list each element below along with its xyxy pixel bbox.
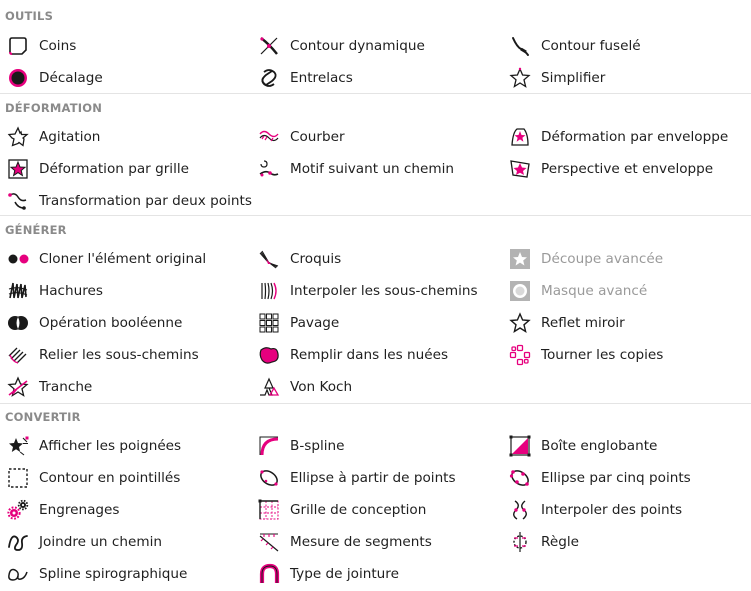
roughen-icon xyxy=(6,125,30,149)
effect-label: Coins xyxy=(39,38,77,54)
slice-icon xyxy=(6,375,30,399)
perspective-envelope-icon xyxy=(508,157,532,181)
effect-item-interpoler-les-sous-chemins[interactable] xyxy=(254,277,494,305)
offset-icon xyxy=(6,66,30,90)
interpolate-subpaths-icon xyxy=(257,279,281,303)
effect-label: Croquis xyxy=(290,251,342,267)
effect-label: Découpe avancée xyxy=(541,251,664,267)
effect-item-motif-suivant-un-chemin[interactable] xyxy=(254,155,494,183)
effect-label: Ellipse par cinq points xyxy=(541,470,691,486)
clone-original-icon xyxy=(6,247,30,271)
effect-label: Masque avancé xyxy=(541,283,648,299)
effect-label: Mesure de segments xyxy=(290,534,432,550)
effect-label: Joindre un chemin xyxy=(39,534,162,550)
effect-label: Engrenages xyxy=(39,502,120,518)
hatches-icon xyxy=(6,279,30,303)
gears-icon xyxy=(6,498,30,522)
section-title: GÉNÉRER xyxy=(5,223,67,237)
effect-item-agitation[interactable] xyxy=(3,123,243,151)
boolean-operation-icon xyxy=(6,311,30,335)
effect-item-mesure-de-segments[interactable] xyxy=(254,528,494,556)
effect-item-operation-booleenne[interactable] xyxy=(3,309,243,337)
dashed-stroke-icon xyxy=(6,466,30,490)
section-title: CONVERTIR xyxy=(5,410,81,424)
section-title: OUTILS xyxy=(5,9,54,23)
effect-label: Hachures xyxy=(39,283,103,299)
ellipse-from-points-icon xyxy=(257,466,281,490)
envelope-deform-icon xyxy=(508,125,532,149)
join-path-icon xyxy=(6,530,30,554)
bspline-icon xyxy=(257,434,281,458)
ruler-icon xyxy=(508,530,532,554)
effect-item-pavage[interactable] xyxy=(254,309,494,337)
advanced-clip-icon xyxy=(508,247,532,271)
ellipse-five-points-icon xyxy=(508,466,532,490)
effect-label: Courber xyxy=(290,129,345,145)
section-header-outils xyxy=(0,9,751,23)
effect-item-engrenages[interactable] xyxy=(3,496,243,524)
interpolate-points-icon xyxy=(508,498,532,522)
effect-item-cloner-l-element-original[interactable] xyxy=(3,245,243,273)
effect-label: Pavage xyxy=(290,315,340,331)
rotate-copies-icon xyxy=(508,343,532,367)
effect-item-coins[interactable] xyxy=(3,32,243,60)
fill-between-icon xyxy=(257,343,281,367)
effect-label: Boîte englobante xyxy=(541,438,658,454)
effect-label: Décalage xyxy=(39,70,103,86)
effect-item-deformation-par-enveloppe[interactable] xyxy=(505,123,745,151)
effect-item-regle[interactable] xyxy=(505,528,745,556)
section-header-deformation xyxy=(0,101,751,115)
effect-label: Perspective et enveloppe xyxy=(541,161,714,177)
effect-item-deformation-par-grille[interactable] xyxy=(3,155,243,183)
effect-item-ellipse-a-partir-de-points[interactable] xyxy=(254,464,494,492)
effect-item-type-de-jointure[interactable] xyxy=(254,560,494,588)
interlace-icon xyxy=(257,66,281,90)
effect-label: Interpoler des points xyxy=(541,502,683,518)
spiro-spline-icon xyxy=(6,562,30,586)
sketch-icon xyxy=(257,247,281,271)
effect-item-afficher-les-poignees[interactable] xyxy=(3,432,243,460)
effect-item-entrelacs[interactable] xyxy=(254,64,494,92)
effect-item-tourner-les-copies[interactable] xyxy=(505,341,745,369)
effect-item-b-spline[interactable] xyxy=(254,432,494,460)
effect-label: Tourner les copies xyxy=(541,347,664,363)
effect-label: Transformation par deux points xyxy=(39,193,252,209)
join-type-icon xyxy=(257,562,281,586)
effect-item-interpoler-des-points[interactable] xyxy=(505,496,745,524)
effect-item-von-koch[interactable] xyxy=(254,373,494,401)
effect-item-simplifier[interactable] xyxy=(505,64,745,92)
effect-label: Contour fuselé xyxy=(541,38,641,54)
effect-label: Relier les sous-chemins xyxy=(39,347,199,363)
mirror-symmetry-icon xyxy=(508,311,532,335)
effect-item-croquis[interactable] xyxy=(254,245,494,273)
effect-item-boite-englobante[interactable] xyxy=(505,432,745,460)
effect-item-tranche[interactable] xyxy=(3,373,243,401)
corners-icon xyxy=(6,34,30,58)
pattern-along-path-icon xyxy=(257,157,281,181)
tiling-icon xyxy=(257,311,281,335)
von-koch-icon xyxy=(257,375,281,399)
effect-label: Spline spirographique xyxy=(39,566,188,582)
effect-item-ellipse-par-cinq-points[interactable] xyxy=(505,464,745,492)
section-divider xyxy=(0,403,751,404)
effect-item-hachures[interactable] xyxy=(3,277,243,305)
transform-two-points-icon xyxy=(6,189,30,213)
section-title: DÉFORMATION xyxy=(5,101,103,115)
show-handles-icon xyxy=(6,434,30,458)
lattice-deform-icon xyxy=(6,157,30,181)
effect-label: Entrelacs xyxy=(290,70,353,86)
effect-item-relier-les-sous-chemins[interactable] xyxy=(3,341,243,369)
effect-label: Motif suivant un chemin xyxy=(290,161,455,177)
effect-item-contour-en-pointilles[interactable] xyxy=(3,464,243,492)
effect-item-transformation-par-deux-points[interactable] xyxy=(3,187,252,215)
effect-item-reflet-miroir[interactable] xyxy=(505,309,745,337)
effect-label: Cloner l'élément original xyxy=(39,251,207,267)
effect-item-courber[interactable] xyxy=(254,123,494,151)
effect-label: Interpoler les sous-chemins xyxy=(290,283,478,299)
section-divider xyxy=(0,215,751,216)
section-header-generer xyxy=(0,223,751,237)
simplify-icon xyxy=(508,66,532,90)
power-stroke-icon xyxy=(257,34,281,58)
effect-item-spline-spirographique[interactable] xyxy=(3,560,243,588)
effect-label: Règle xyxy=(541,534,579,550)
effect-item-perspective-et-enveloppe[interactable] xyxy=(505,155,745,183)
effect-label: Ellipse à partir de points xyxy=(290,470,456,486)
effect-item-remplir-dans-les-nuees[interactable] xyxy=(254,341,494,369)
effect-label: Type de jointure xyxy=(290,566,399,582)
advanced-mask-icon xyxy=(508,279,532,303)
effect-label: Afficher les poignées xyxy=(39,438,182,454)
effect-item-grille-de-conception[interactable] xyxy=(254,496,494,524)
effect-label: Agitation xyxy=(39,129,101,145)
effect-item-masque-avance xyxy=(505,277,745,305)
effect-item-contour-fusele[interactable] xyxy=(505,32,745,60)
effect-label: Remplir dans les nuées xyxy=(290,347,449,363)
effect-label: Grille de conception xyxy=(290,502,427,518)
effect-label: Déformation par grille xyxy=(39,161,189,177)
effect-label: Contour dynamique xyxy=(290,38,425,54)
effect-item-joindre-un-chemin[interactable] xyxy=(3,528,243,556)
bounding-box-icon xyxy=(508,434,532,458)
section-divider xyxy=(0,93,751,94)
effect-label: Déformation par enveloppe xyxy=(541,129,729,145)
effect-label: Contour en pointillés xyxy=(39,470,181,486)
measure-segments-icon xyxy=(257,530,281,554)
bend-icon xyxy=(257,125,281,149)
effect-item-decoupe-avancee xyxy=(505,245,745,273)
join-subpaths-icon xyxy=(6,343,30,367)
effect-label: B-spline xyxy=(290,438,345,454)
effect-label: Von Koch xyxy=(290,379,353,395)
effect-item-decalage[interactable] xyxy=(3,64,243,92)
taper-stroke-icon xyxy=(508,34,532,58)
effect-label: Tranche xyxy=(39,379,93,395)
effect-label: Reflet miroir xyxy=(541,315,625,331)
effect-item-contour-dynamique[interactable] xyxy=(254,32,494,60)
effect-label: Opération booléenne xyxy=(39,315,183,331)
effect-label: Simplifier xyxy=(541,70,606,86)
construct-grid-icon xyxy=(257,498,281,522)
section-header-convertir xyxy=(0,410,751,424)
